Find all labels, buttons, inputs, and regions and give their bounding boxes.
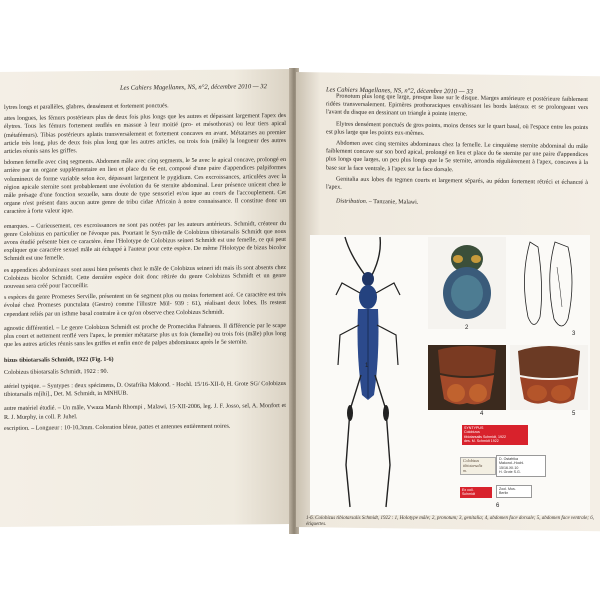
paragraph: lytres longs et parallèles, glabres, densément et fortement ponctués. [4, 103, 169, 111]
syntype-label: SYNTYPUS Colobizus tibiotarsalis Schmidt, 1922 des. M. Schmidt 1922 [462, 425, 528, 445]
figure-number: 1 [365, 363, 369, 369]
museum-label: Zool. Mus. Berlin [496, 485, 532, 498]
paragraph: es appendices abdominaux sont aussi bien présents chez le mâle de Colobizus seineri idt mais ils sont absents chez Colobizus bicolor Schmidt. Cette dernière espèce doit donc rétirée du genre Colobizus Schmidt et un genre nouveau sera créé pour l'accueillir. [4, 264, 286, 291]
figure-plate [310, 235, 590, 515]
pronotum-image [428, 237, 506, 329]
left-page-body [4, 101, 286, 436]
left-page [0, 69, 292, 527]
paragraph: s espèces du genre Promeses Serville, présentent un 6e segment plus ou moins fortement acé. Ce caractère est très évolué chez Promeses punctulata (Gestro) comme l'illustre Mül- 939 : 61), réalisant deux lobes. Ils restent cependant reliés par un isthme basal contraire à ce qu'on observe chez Colobizus Schmidt. [4, 292, 286, 318]
figure-caption: 1-6. Colobizus tibiotarsalis Schmidt, 1922 : 1, Holotype mâle; 2, pronotum; 3, genitalia; 4, abdomen face dorsale; 5, abdomen face ventrale; 6, étiquettes. [306, 516, 594, 527]
left-page-header: Les Cahiers Magellanes, NS, n°2, décembre 2010 — 32 [120, 83, 267, 92]
beetle-dorsal-image [310, 235, 430, 515]
paragraph: Abdomen avec cinq sternites abdominaux chez la femelle. Le cinquième sternite abdominal du mâle faiblement concave sur son bord apical, prolongé en lieu et place du 6e sternite par une paire d'appendices plus longs que larges, un peu plus longs que le 5e sternite, arrondis régulièrement à l'apex, concaves à la base sur la face ventrale, à l'apex sur la face dorsale. [326, 140, 588, 173]
paragraph: bdomen femelle avec cinq segments. Abdomen mâle avec cinq segments, le 5e avec le apical concave, prolongé en arrière par un organe supplémentaire en lieu et place du 6e ent, composé d'une paire d'appendices palpiformes volumineux de forme variable selon èce, dépassant largement le pygidium. Ces excroissances, articulées avec la région apicale sternite sont probablement une évolution du 6e sternite abdominal. Leur présence unicent chez le mâle présage d'une fonction sexuelle, sans doute de type sensoriel et/ou ique au cours de l'accouplement. Cet organe n'est présent dans aucun autre genre de tribu cidae Africain à notre connaissance. Il constitue donc un caractère à forte valeur ique. [4, 157, 286, 216]
paragraph: Genitalia aux lobes du tegmen courts et largement séparés, au pédon fortement rétréci et échancré à l'apex. [326, 176, 588, 191]
abdomen-ventral-image [510, 345, 588, 410]
right-page-body [326, 92, 588, 212]
handwritten-determination-label: Colobizus tibiotarsalis m. [460, 457, 496, 475]
figure-number: 2 [465, 325, 469, 331]
figure-number: 6 [496, 503, 500, 509]
locality-label: D. Ostafrika Makond.-Hochl. 15/16.XII.10 H. Grote S.G. [496, 455, 546, 477]
type-material: atériel typique. – Syntypes : deux spécimens, D. Ostafrika Makond. - Hochl. 15/16-XII-0, H. Grote SG/ Colobizus tibiotarsalis m[ihi]., Det. M. Schmidt, in MNHUB. [4, 380, 286, 399]
figure-number: 4 [480, 411, 484, 417]
other-material: autre matériel étudié. – Un mâle, Vwaza Marsh Rhompi , Malawi, 15-XII-2006, leg. J. F. Josso, sel, A. Monfort et R. J. Murphy, in coll. P. Juhel. [4, 403, 286, 421]
distribution [326, 198, 588, 210]
paragraph: Elytres densément ponctués de gros points, moins denses sur le quart basal, où l'espace entre les points est plus large que les points eux-mêmes. [326, 121, 588, 137]
paragraph: emarques. – Curieusement, ces excroissances ne sont pas notées par les auteurs antérieurs. Schmidt, créateur du genre Colobizus en particulier ne l'évoque pas. Pourtant le Syn-mâle de Colobizus tibiotarsalis Schmidt que nous avons étudié présente bien ce caractère. ême l'Holotype de Colobizus seineri Schmidt est une femelle, ce qui peut expliquer que caractère sexuel mâle ait échappé à l'auteur pour cette espèce. De même l'Holotype de bizus bicolor Schmidt est une femelle. [4, 220, 286, 263]
distribution-text: – Tanzanie, Malawi. [367, 199, 419, 206]
figure-number: 5 [572, 411, 576, 417]
paragraph: Pronotum plus long que large, presque lisse sur le disque. Marges antérieure et postérieure faiblement ridées transversalement. Epimères prothoraciques envahissant les bords latéraux et se prolongeant vers l'avant du disque en dessinant un triangle à pointe interne. [326, 93, 588, 118]
description: escription. – Longueur : 10-10,3mm. Coloration bleue, pattes et antennes entièrement noires. [4, 423, 231, 432]
genitalia-drawing [510, 237, 588, 337]
right-page-header: Les Cahiers Magellanes, NS, n°2, décembre 2010 — 33 [326, 86, 473, 96]
collection-label: Ex coll. Schmidt [460, 487, 492, 498]
species-title: bizus tibiotarsalis Schmidt, 1922 (Fig. 1-6) [4, 357, 114, 365]
distribution-label: Distribution. [336, 198, 368, 206]
species-reference: Colobizus tibiotarsalis Schmidt, 1922 : 90. [4, 368, 109, 376]
figure-number: 3 [572, 331, 576, 337]
paragraph: agnostic différentiel. – Le genre Colobizus Schmidt est proche de Promecidus Fahraeus. Il différencie par le scape plus court et nettement renflé vers l'apex, le premier métatarse plus ux fois (femelle) ou trois fois (mâle) plus long que les autres articles réunis sans les griffes et enfin ence de palpes abdominaux après le 5e sternite. [4, 322, 286, 349]
abdomen-dorsal-image [428, 345, 506, 410]
paragraph: attes longues, les fémurs postérieurs plus de deux fois plus longs que les autres et dépassant largement l'apex des élytres. Tous les fémurs fortement renflés en massue à leur moitié (pro- et mésothorax) ou leur tiers apical (métafémurs). Tibias postérieurs aplatis transversalement et fortement concaves en avant. Métatarses au premier article très long, plus de deux fois plus long que les autres articles, ou trois fois (mâle) la longueur des autres articles réunis sans les griffes. [4, 113, 286, 155]
